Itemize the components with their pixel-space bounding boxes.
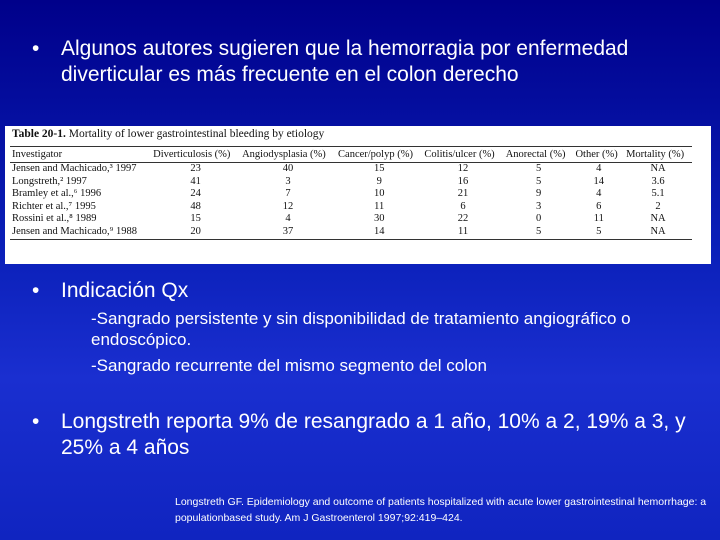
table-cell: 41 <box>190 175 201 187</box>
table-cell: 15 <box>373 163 385 174</box>
table-cell: 10 <box>373 188 385 199</box>
table-cell: 4 <box>596 188 602 199</box>
table-cell: Rossini et al.,⁸ 1989 <box>12 213 97 224</box>
table-cell: 14 <box>593 175 605 187</box>
table-cell: Longstreth,² 1997 <box>12 175 87 187</box>
table-row <box>10 226 692 240</box>
table-header-row <box>10 147 692 163</box>
table-row <box>10 176 692 189</box>
bullet-surgical-indication: Indicación Qx <box>61 279 189 302</box>
table-cell: 4 <box>596 163 602 174</box>
table-cell: 3 <box>285 175 291 187</box>
table-cell: Bramley et al.,⁶ 1996 <box>12 188 102 199</box>
table-cell: 14 <box>336 226 422 240</box>
table-cell: 9 <box>376 175 382 187</box>
bullet-longstreth-rebleeding: Longstreth reporta 9% de resangrado a 1 año, 10% a 2, 19% a 3, y 25% a 4 años <box>61 410 686 459</box>
table-cell: 2 <box>655 200 661 212</box>
table-cell: 7 <box>285 188 291 199</box>
header-diverticulosis: Diverticulosis (%) <box>151 147 240 163</box>
table-caption <box>12 128 324 140</box>
table-caption-label: Table 20-1. <box>12 128 66 140</box>
table-cell: 11 <box>422 226 503 240</box>
table-cell: 12 <box>457 163 469 174</box>
table-cell: 22 <box>457 213 469 224</box>
table-cell: 20 <box>151 226 240 240</box>
header-cancer-polyp: Cancer/polyp (%) <box>336 147 422 163</box>
table-cell: Richter et al.,⁷ 1995 <box>12 200 96 212</box>
table-row <box>10 163 692 176</box>
table-caption-text: Mortality of lower gastrointestinal bleeding by etiology <box>68 128 325 140</box>
table-cell: NA <box>624 226 692 240</box>
bullet-marker: • <box>32 37 40 60</box>
table-row <box>10 201 692 214</box>
mortality-table-image <box>5 126 711 264</box>
table-cell: 37 <box>240 226 336 240</box>
table-cell: Jensen and Machicado,⁹ 1988 <box>10 226 151 240</box>
sub-bullet-recurrent-bleeding: -Sangrado recurrente del mismo segmento del colon <box>91 356 487 375</box>
table-cell: 30 <box>373 213 385 224</box>
header-investigator: Investigator <box>10 147 151 163</box>
table-cell: 40 <box>282 163 294 174</box>
table-cell: 5 <box>573 226 624 240</box>
bullet-marker: • <box>32 279 40 302</box>
table-cell: 24 <box>190 188 201 199</box>
table-cell: 48 <box>190 200 201 212</box>
bullet-marker: • <box>32 410 40 433</box>
table-cell: 23 <box>190 163 201 174</box>
table-cell: 16 <box>457 175 469 187</box>
header-anorectal: Anorectal (%) <box>504 147 574 163</box>
table-cell: 3.6 <box>651 175 665 187</box>
table-cell: 11 <box>593 213 604 224</box>
bullet-diverticular-right-colon: Algunos autores sugieren que la hemorragia por enfermedad diverticular es más frecuente en el colon derecho <box>61 37 629 86</box>
table-cell: NA <box>650 213 666 224</box>
table-cell: 5.1 <box>651 188 665 199</box>
table-cell: 0 <box>535 213 542 224</box>
table-cell: 21 <box>457 188 469 199</box>
table-cell: 12 <box>282 200 294 212</box>
reference-citation: Longstreth GF. Epidemiology and outcome of patients hospitalized with acute lower gastrointestinal hemorrhage: a populationbased study. Am J Gastroenterol 1997;92:419–424. <box>175 496 707 524</box>
table-cell: NA <box>650 163 666 174</box>
table-cell: 4 <box>285 213 291 224</box>
table-cell: 5 <box>535 175 542 187</box>
table-cell: 6 <box>460 200 466 212</box>
header-other: Other (%) <box>573 147 624 163</box>
table-row <box>10 213 692 226</box>
table-cell: 11 <box>374 200 385 212</box>
header-angiodysplasia: Angiodysplasia (%) <box>240 147 336 163</box>
header-colitis-ulcer: Colitis/ulcer (%) <box>422 147 503 163</box>
table-cell: Jensen and Machicado,³ 1997 <box>12 163 137 174</box>
table-cell: 5 <box>504 226 574 240</box>
table-cell: 15 <box>190 213 201 224</box>
table-cell: 6 <box>596 200 602 212</box>
table-row <box>10 188 692 201</box>
table-cell: 9 <box>535 188 542 199</box>
mortality-table <box>10 146 692 240</box>
header-mortality: Mortality (%) <box>624 147 692 163</box>
table-cell: 5 <box>535 163 542 174</box>
table-cell: 3 <box>535 200 542 212</box>
sub-bullet-persistent-bleeding: -Sangrado persistente y sin disponibilidad de tratamiento angiográfico o endoscópico. <box>91 309 631 349</box>
